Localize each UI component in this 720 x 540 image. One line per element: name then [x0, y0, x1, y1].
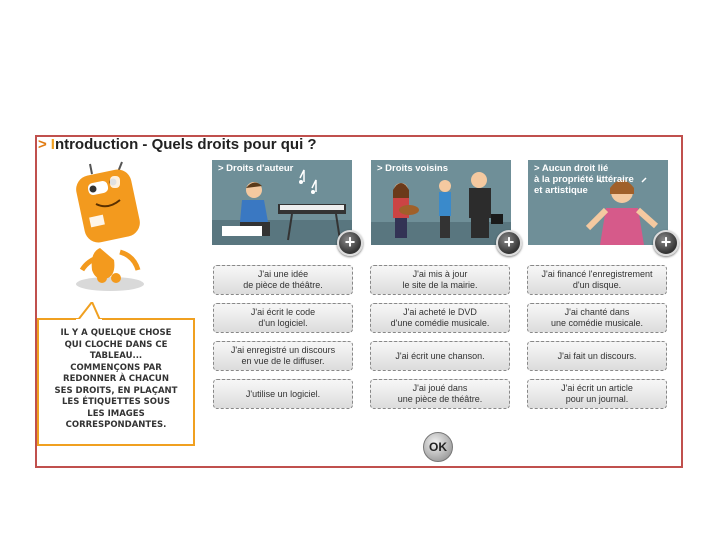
draggable-label[interactable]: J'ai acheté le DVD d'une comédie musicale. [370, 303, 510, 333]
card-droits-auteur [212, 160, 352, 245]
draggable-label[interactable]: J'ai enregistré un discours en vue de le diffuser. [213, 341, 353, 371]
draggable-label[interactable]: J'ai écrit un article pour un journal. [527, 379, 667, 409]
expand-plus-button[interactable]: + [496, 230, 522, 256]
draggable-label[interactable]: J'ai joué dans une pièce de théâtre. [370, 379, 510, 409]
card-title: > Droits d'auteur [218, 163, 294, 174]
ok-button[interactable]: OK [423, 432, 453, 462]
draggable-label[interactable]: J'ai mis à jour le site de la mairie. [370, 265, 510, 295]
card-title: > Droits voisins [377, 163, 449, 174]
draggable-label[interactable]: J'utilise un logiciel. [213, 379, 353, 409]
draggable-label[interactable]: J'ai écrit une chanson. [370, 341, 510, 371]
card-title: > Aucun droit lié à la propriété littéraire et artistique [534, 163, 634, 196]
instruction-bubble [37, 318, 195, 446]
draggable-label[interactable]: J'ai financé l'enregistrement d'un disque. [527, 265, 667, 295]
mascot-illustration [60, 160, 160, 300]
expand-plus-button[interactable]: + [337, 230, 363, 256]
draggable-label[interactable]: J'ai écrit le code d'un logiciel. [213, 303, 353, 333]
draggable-label[interactable]: J'ai chanté dans une comédie musicale. [527, 303, 667, 333]
page-title [38, 136, 317, 153]
title-text: ntroduction - Quels droits pour qui ? [54, 136, 317, 153]
expand-plus-button[interactable]: + [653, 230, 679, 256]
instruction-text: IL Y A QUELQUE CHOSE QUI CLOCHE DANS CE TABLEAU... COMMENÇONS PAR REDONNER À CHACUN SES DROITS, EN PLAÇANT LES ÉTIQUETTES SOUS LES IMAGES CORRESPONDANTES. [54, 328, 178, 430]
draggable-label[interactable]: J'ai fait un discours. [527, 341, 667, 371]
title-first-letter: I [50, 136, 55, 153]
title-chevron: > [38, 136, 47, 153]
card-aucun-droit [528, 160, 668, 245]
bubble-pointer [70, 302, 110, 322]
card-droits-voisins [371, 160, 511, 245]
draggable-label[interactable]: J'ai une idée de pièce de théâtre. [213, 265, 353, 295]
